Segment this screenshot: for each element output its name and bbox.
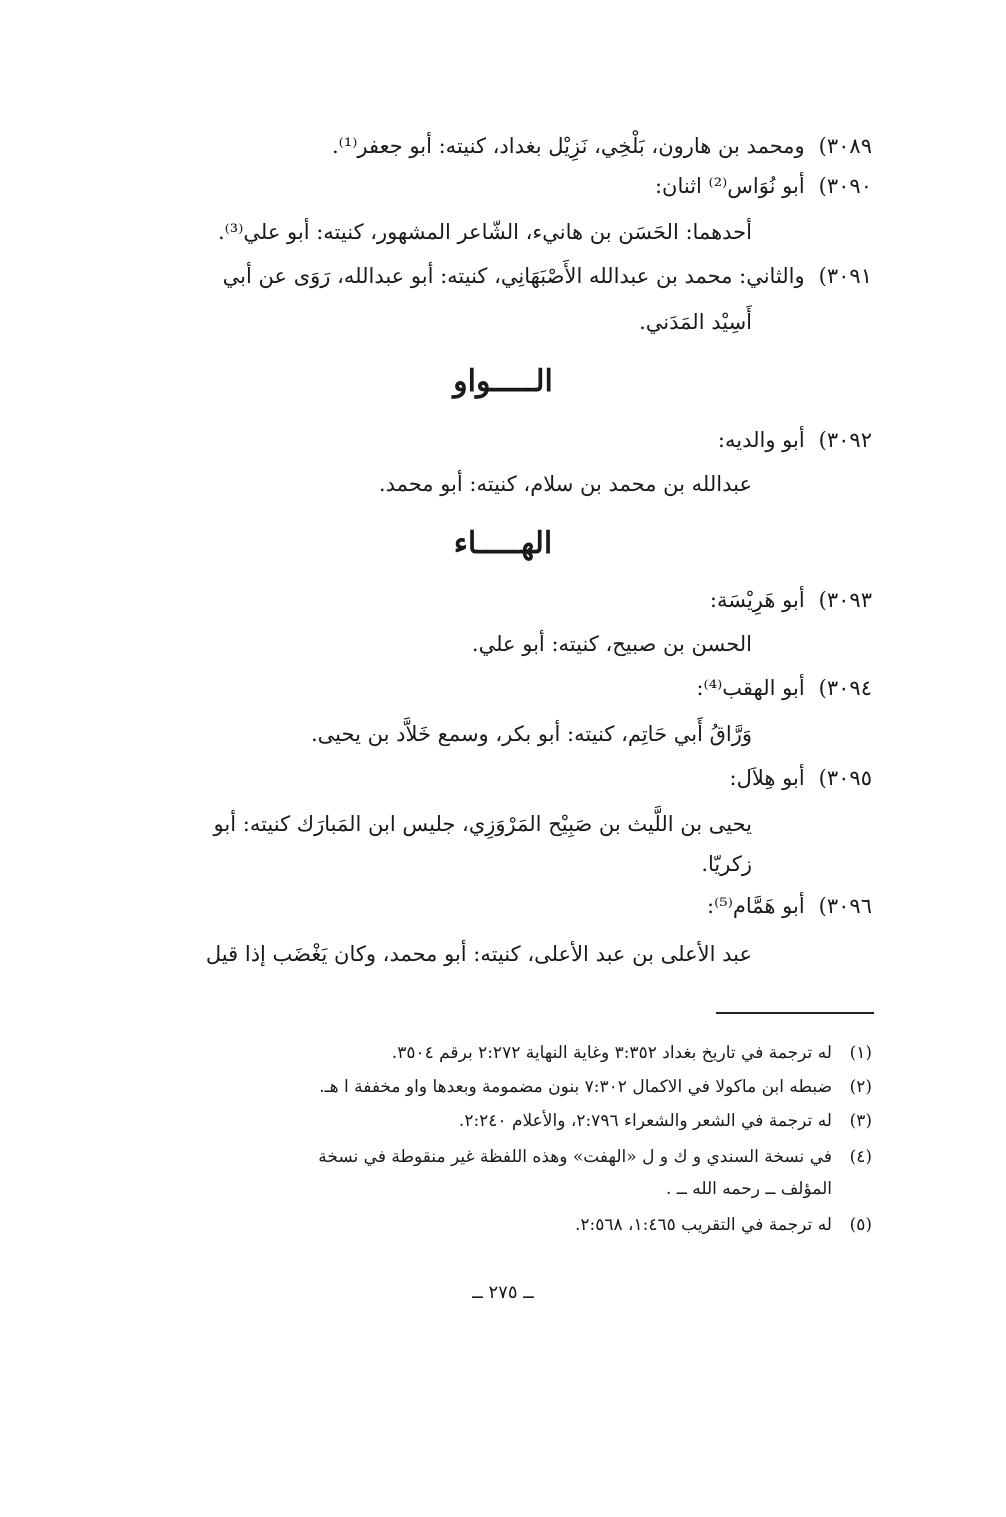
footnote-text: له ترجمة في الشعر والشعراء ٢:٧٩٦، والأعلام ٢:٢٤٠. [458, 1111, 832, 1131]
footnote-5 [152, 1212, 872, 1238]
entry-number: ٣٠٩٢) [818, 428, 872, 452]
entry-3096 [152, 890, 872, 922]
footnote-divider [716, 1012, 874, 1014]
entry-text: الحسن بن صبيح، كنيته: أبو علي. [471, 632, 752, 656]
entry-number: ٣٠٩٠) [818, 174, 872, 198]
entry-text: أبو هَمَّام⁽⁵⁾: [707, 894, 805, 918]
entry-text: أبو الهقب⁽⁴⁾: [696, 676, 805, 700]
entry-3092-person [152, 468, 872, 500]
footnote-number: (٣) [849, 1111, 872, 1131]
entry-3096-person [152, 938, 872, 970]
footnote-4-continuation: المؤلف ــ رحمه الله ــ . [666, 1179, 832, 1199]
entry-number: ٣٠٩٦) [818, 894, 872, 918]
entry-3093-person [152, 628, 872, 660]
entry-text: عبد الأعلى بن عبد الأعلى، كنيته: أبو محمد، وكان يَغْضَب إذا قيل [205, 942, 752, 966]
entry-text: أَسِيْد المَدَني. [639, 310, 752, 334]
footnote-number: (٥) [849, 1215, 872, 1235]
entry-3094-person [152, 718, 872, 750]
section-heading-ha: الهـــــاء [453, 526, 553, 561]
footnote-3 [152, 1108, 872, 1134]
entry-text: أبو هَرِيْسَة: [709, 588, 805, 612]
entry-3095-continuation [152, 848, 872, 880]
footnote-number: (١) [849, 1043, 872, 1063]
entry-3095 [152, 762, 872, 794]
entry-3094 [152, 672, 872, 704]
entry-number: ٣٠٩٤) [818, 676, 872, 700]
entry-number: ٣٠٩١) [818, 264, 872, 288]
footnote-text: له ترجمة في التقريب ١:٤٦٥، ٢:٥٦٨. [574, 1215, 832, 1235]
entry-3090-first [152, 216, 872, 248]
footnote-text: له ترجمة في تاريخ بغداد ٣:٣٥٢ وغاية النهاية ٢:٢٧٢ برقم ٣٥٠٤. [391, 1043, 832, 1063]
entry-text: والثاني: محمد بن عبدالله الأَصْبَهَانِي، كنيته: أبو عبدالله، رَوَى عن أبي [222, 264, 805, 288]
page-number: ــ ٢٧٥ ــ [472, 1282, 534, 1303]
footnote-number: (٤) [849, 1147, 872, 1167]
entry-3091-continuation [152, 306, 872, 338]
entry-number: ٣٠٨٩) [818, 134, 872, 158]
entry-3090 [152, 170, 872, 202]
footnote-1 [152, 1040, 872, 1066]
entry-text: أبو نُوَاس⁽²⁾ اثنان: [654, 174, 805, 198]
footnote-number: (٢) [849, 1077, 872, 1097]
entry-text: أحدهما: الحَسَن بن هانيء، الشّاعر المشهور، كنيته: أبو علي⁽³⁾. [217, 220, 752, 244]
entry-3095-person [152, 808, 872, 840]
entry-text: عبدالله بن محمد بن سلام، كنيته: أبو محمد. [378, 472, 752, 496]
section-heading-waw: الـــــواو [453, 364, 553, 399]
entry-text: أبو والديه: [717, 428, 805, 452]
entry-text: ومحمد بن هارون، بَلْخِي، نَزِيْل بغداد، كنيته: أبو جعفر⁽¹⁾. [331, 134, 805, 158]
entry-text: وَرَّاقُ أَبي حَاتِم، كنيته: أبو بكر، وسمع خَلاَّد بن يحيى. [311, 722, 752, 746]
entry-3089 [152, 130, 872, 162]
entry-3093 [152, 584, 872, 616]
footnote-2 [152, 1074, 872, 1100]
entry-text: زكريّا. [701, 852, 752, 876]
footnote-text: ضبطه ابن ماكولا في الاكمال ٧:٣٠٢ بنون مضمومة وبعدها واو مخففة ا هـ. [319, 1077, 832, 1097]
entry-3092 [152, 424, 872, 456]
footnote-4 [152, 1144, 872, 1170]
entry-number: ٣٠٩٣) [818, 588, 872, 612]
entry-3091 [152, 260, 872, 292]
footnote-text: في نسخة السندي و ك و ل «الهفت» وهذه اللفظة غير منقوطة في نسخة [318, 1147, 832, 1167]
entry-text: أبو هِلاَل: [729, 766, 805, 790]
entry-number: ٣٠٩٥) [818, 766, 872, 790]
entry-text: يحيى بن اللَّيث بن صَبِيْح المَرْوَزِي، جليس ابن المَبارَك كنيته: أبو [213, 812, 752, 836]
